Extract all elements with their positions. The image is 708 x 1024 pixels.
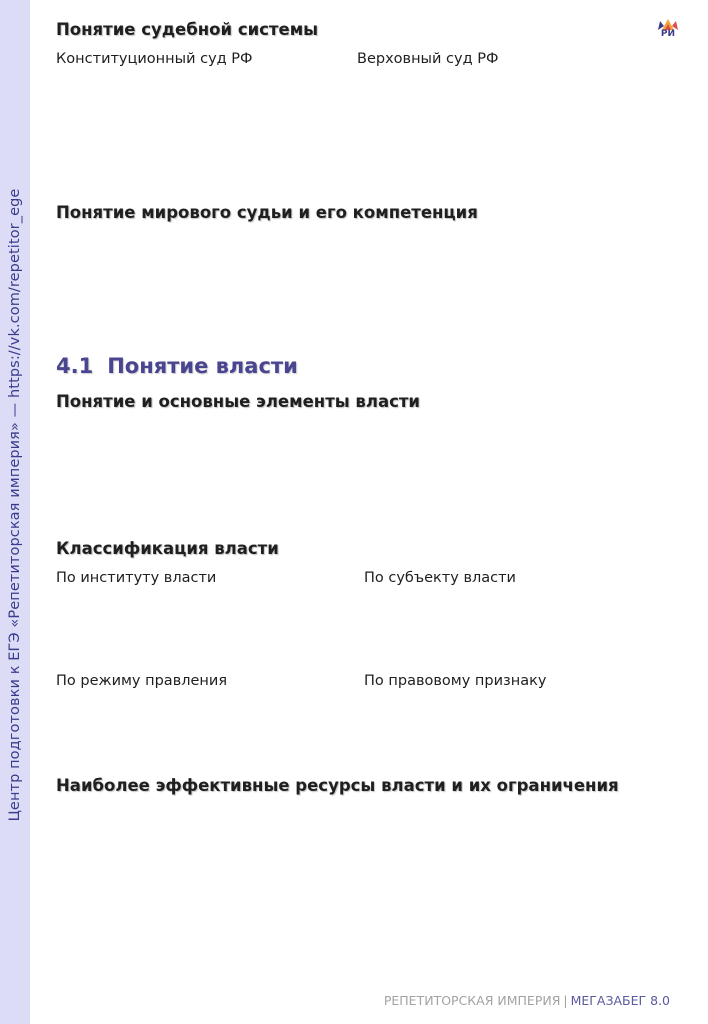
by-regime-label: По режиму правления [56, 673, 228, 689]
footer-separator: | [563, 993, 568, 1008]
magistrate-heading: Понятие мирового судьи и его компетенция [56, 203, 478, 222]
by-legal-label: По правовому признаку [364, 673, 547, 689]
classification-heading: Классификация власти [56, 539, 279, 558]
supreme-court-label: Верховный суд РФ [357, 51, 499, 67]
by-subject-label: По субъекту власти [364, 570, 516, 586]
footer-brand: РЕПЕТИТОРСКАЯ ИМПЕРИЯ [383, 993, 561, 1008]
section-title-text: Понятие власти [107, 354, 298, 378]
by-institute-label: По институту власти [56, 570, 217, 586]
constitutional-court-label: Конституционный суд РФ [56, 51, 253, 67]
footer [384, 993, 670, 1008]
footer-event: МЕГАЗАБЕГ 8.0 [570, 993, 670, 1008]
judicial-system-heading: Понятие судебной системы [56, 20, 319, 39]
sidebar-vertical-text: Центр подготовки к ЕГЭ «Репетиторская империя» — https://vk.com/repetitor_ege [7, 188, 23, 822]
power-elements-heading: Понятие и основные элементы власти [56, 392, 420, 411]
logo [656, 18, 680, 44]
section-title [56, 354, 298, 378]
section-number: 4.1 [56, 354, 94, 378]
sidebar-band [0, 0, 30, 1024]
logo-letters: РИ [660, 29, 676, 39]
resources-heading: Наиболее эффективные ресурсы власти и их ограничения [56, 776, 619, 795]
